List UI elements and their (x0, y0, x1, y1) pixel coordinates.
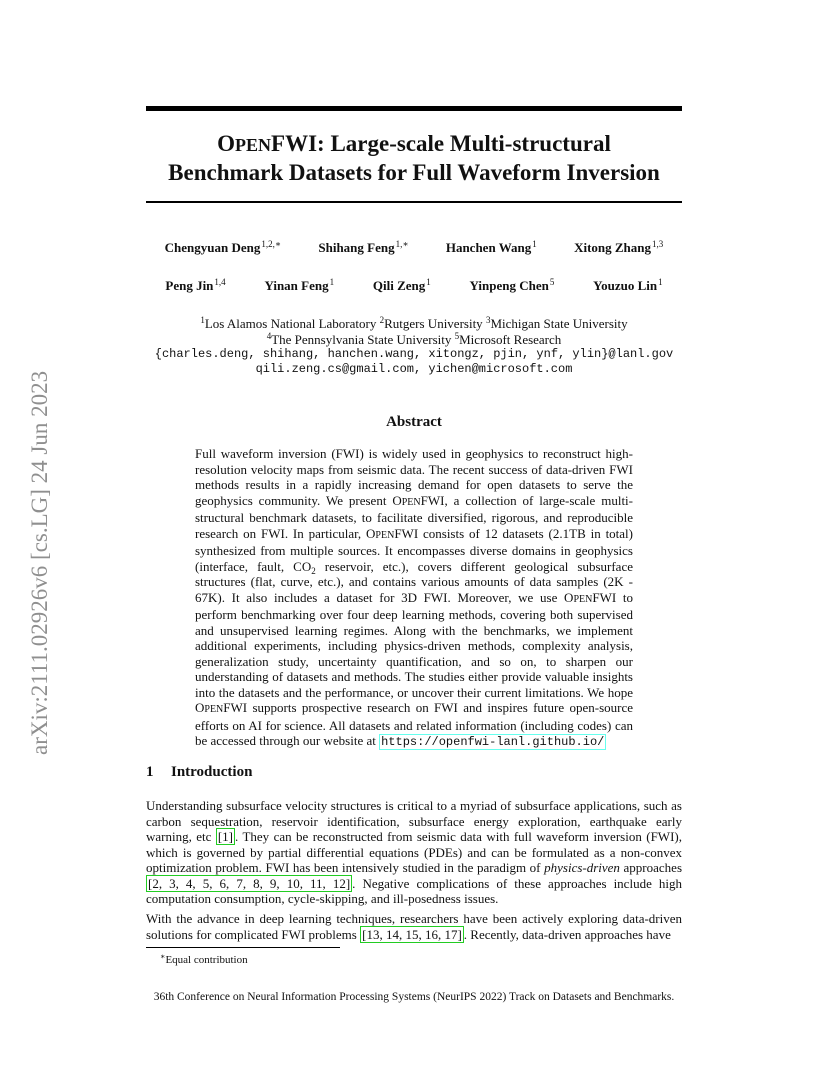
title-top-rule (146, 106, 682, 111)
title-sc-rest: PEN (235, 135, 272, 155)
arxiv-stamp: arXiv:2111.02926v6 [cs.LG] 24 Jun 2023 (27, 370, 52, 755)
author: Qili Zeng$^1$ (372, 277, 431, 293)
author: Peng Jin$^{1,4}$ (165, 277, 226, 293)
author: Xitong Zhang$^{1,3}$ (574, 239, 664, 255)
title-line2: Benchmark Datasets for Full Waveform Inversion (168, 160, 660, 185)
citation-link[interactable]: [1] (217, 829, 234, 844)
emails-line-2: qili.zeng.cs@gmail.com, yichen@microsoft.com (255, 362, 573, 376)
intro-paragraph-1: Understanding subsurface velocity structures is critical to a myriad of subsurface applications, such as carbon sequestration, reservoir identification, subsurface energy exploration, earthquake early warning, etc [1] . They can be reconstructed from seismic data with full waveform inversion (FWI), which is governed by partial differential equations (PDEs) and can be formulated as a non-convex optimization problem. FWI has been intensively studied in the paradigm of physics-driven approaches [2, 3, 4, 5, 6, 7, 8, 9, 10, 11, 12] . Negative complications of these approaches include high computation consumption, cycle-skipping, and ill-posedness issues. (146, 798, 683, 906)
footnote-rule (146, 947, 340, 948)
author: Hanchen Wang$^1$ (445, 239, 537, 255)
author: Youzuo Lin$^1$ (593, 277, 663, 293)
author: Yinan Feng$^1$ (264, 277, 335, 293)
title-bottom-rule (146, 201, 682, 203)
paper-title (146, 130, 682, 187)
author: Shihang Feng$^{1,∗}$ (318, 239, 409, 255)
emails-line-1: {charles.deng, shihang, hanchen.wang, xitongz, pjin, ynf, ylin}@lanl.gov (154, 347, 674, 361)
citation-link[interactable]: [13, 14, 15, 16, 17] (362, 926, 462, 942)
authors-row-1 (146, 239, 682, 256)
footnote: ∗Equal contribution (160, 952, 248, 966)
authors-row-2 (146, 277, 682, 294)
author: Chengyuan Deng$^{1,2,∗}$ (164, 239, 282, 255)
section-heading-introduction: 1 Introduction (146, 764, 253, 780)
website-link[interactable]: https://openfwi-lanl.github.io/ (381, 735, 605, 749)
conference-footer: 36th Conference on Neural Information Processing Systems (NeurIPS 2022) Track on Datasets and Benchmarks. (153, 991, 675, 1003)
abstract-heading: Abstract (386, 414, 442, 430)
citation-link[interactable]: [2, 3, 4, 5, 6, 7, 8, 9, 10, 11, 12] (148, 875, 351, 891)
author: Yinpeng Chen$^5$ (469, 277, 555, 293)
abstract-body: Full waveform inversion (FWI) is widely used in geophysics to reconstruct high-resolution velocity maps from seismic data. The recent success of data-driven FWI methods results in a rapidly increasing demand for open datasets to serve the geophysics community. We present OPENFWI, a collection of large-scale multi-structural benchmark datasets, to facilitate diversified, rigorous, and reproducible research on FWI. In particular, OPENFWI consists of 12 datasets (2.1TB in total) synthesized from multiple sources. It encompasses diverse domains in geophysics (interface, fault, $CO_2$ reservoir, etc.), covers different geological subsurface structures (flat, curve, etc.), and contains various amounts of data samples (2K - 67K). It also includes a dataset for 3D FWI. Moreover, we use OPENFWI to perform benchmarking over four deep learning methods, covering both supervised and unsupervised learning regimes. Along with the benchmarks, we implement additional experiments, including physics-driven methods, complexity analysis, generalization study, uncertainty quantification, and so on, to sharpen our understanding of datasets and methods. The studies either provide valuable insights into the datasets and the performance, or uncover their current limitations. We hope OPENFWI supports prospective research on FWI and inspires future open-source efforts on AI for science. All datasets and related information (including codes) can be accessed through our website at https://openfwi-lanl.github.io/ (195, 446, 634, 749)
affiliations-line-1: $^1$Los Alamos National Laboratory $^2$Rutgers University $^3$Michigan State University (200, 315, 628, 331)
title-line1-rest: FWI: Large-scale Multi-structural (271, 131, 611, 156)
title-sc-first: O (217, 131, 236, 156)
affiliations-line-2: $^4$The Pennsylvania State University $^5$Microsoft Research (266, 331, 562, 347)
intro-paragraph-2: With the advance in deep learning techniques, researchers have been actively exploring data-driven solutions for complicated FWI problems [13, 14, 15, 16, 17] . Recently, data-driven approaches have (146, 911, 682, 942)
